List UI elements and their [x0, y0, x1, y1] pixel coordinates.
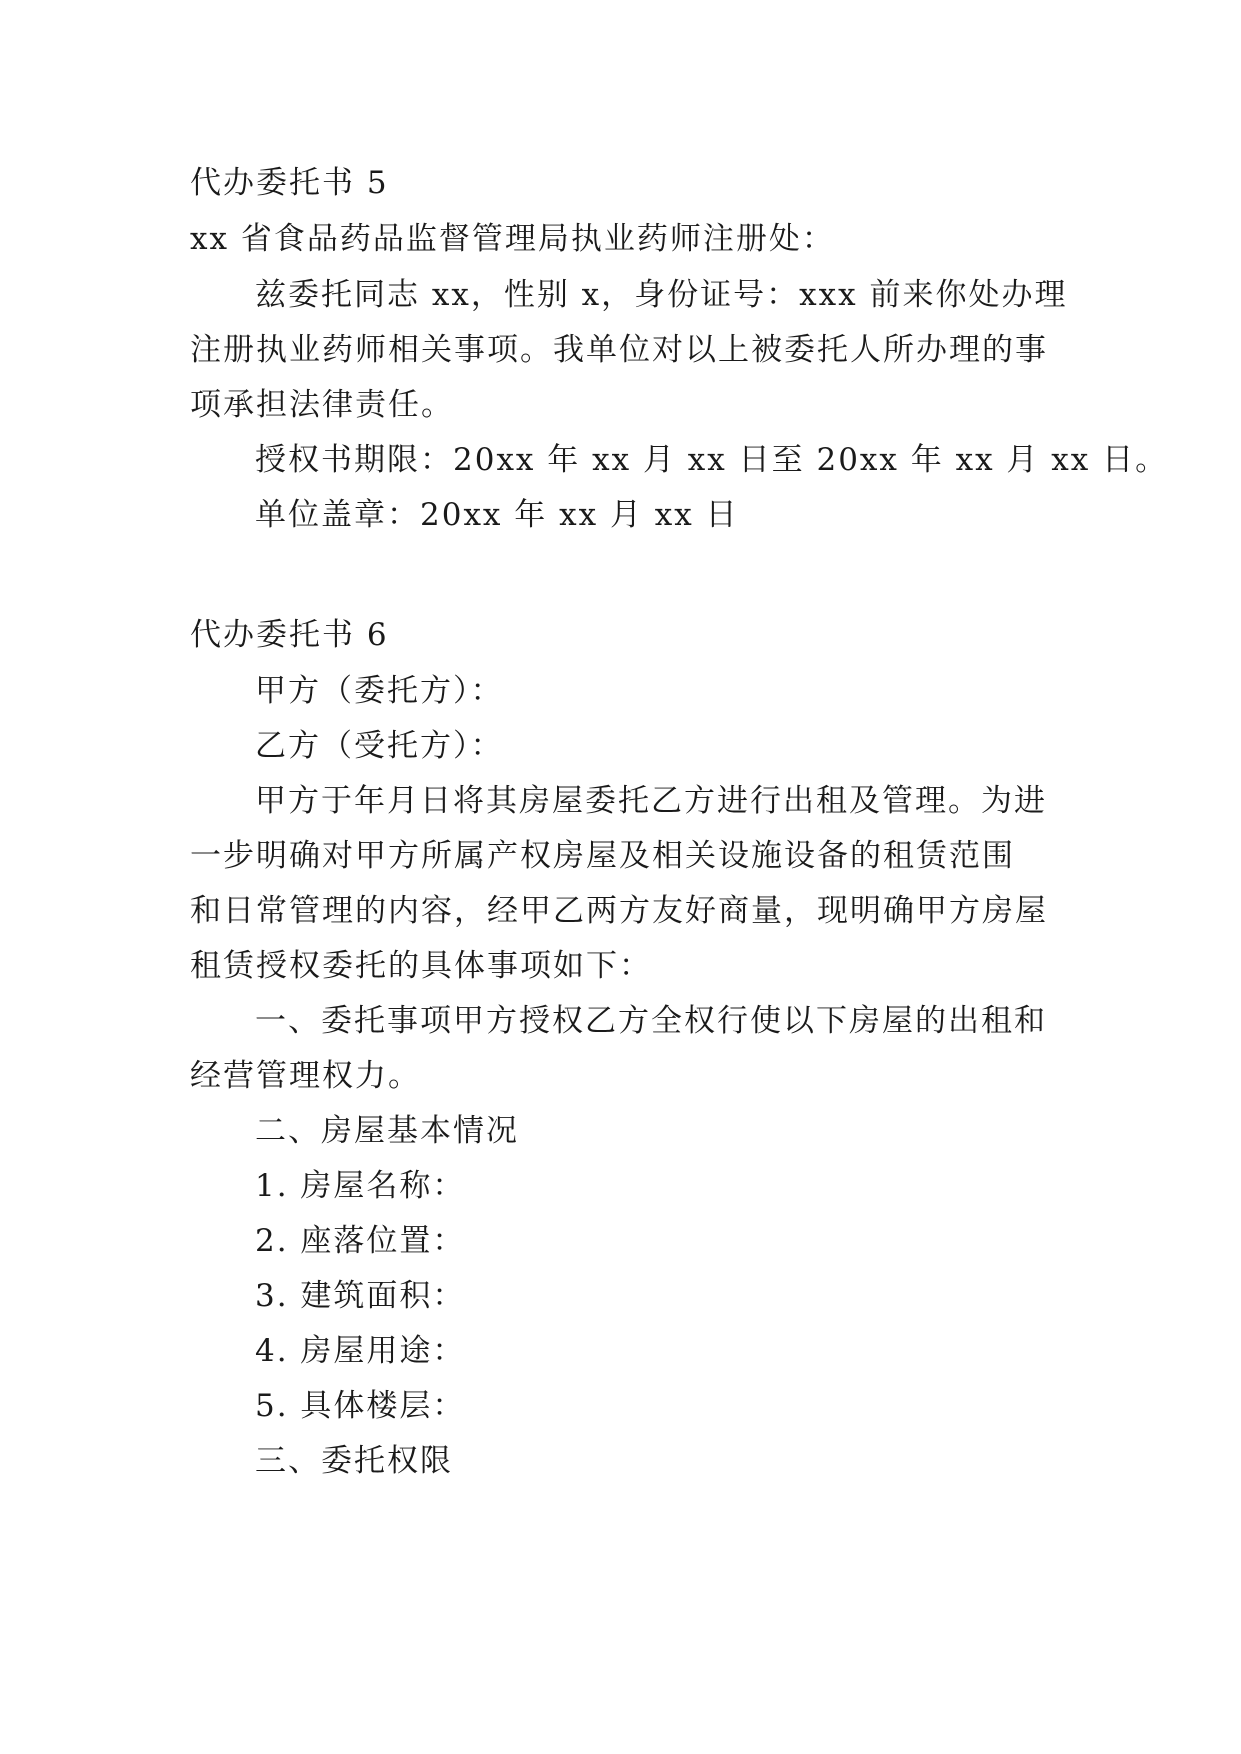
section5-paragraph-line: 项承担法律责任。	[190, 387, 454, 423]
section6-intro-line: 一步明确对甲方所属产权房屋及相关设施设备的租赁范围	[190, 838, 1015, 874]
section6-party-b: 乙方（受托方）：	[255, 728, 504, 764]
section6-party-a: 甲方（委托方）：	[255, 673, 504, 709]
section5-term: 授权书期限：20xx 年 xx 月 xx 日至 20xx 年 xx 月 xx 日。	[255, 442, 1169, 478]
section6-title: 代办委托书 6	[190, 617, 389, 653]
section5-addressee: xx 省食品药品监督管理局执业药师注册处：	[190, 221, 835, 257]
section6-intro-line: 甲方于年月日将其房屋委托乙方进行出租及管理。为进	[255, 783, 1047, 819]
section6-intro-line: 和日常管理的内容，经甲乙两方友好商量，现明确甲方房屋	[190, 893, 1048, 929]
section6-field-area: 3. 建筑面积：	[255, 1278, 466, 1314]
section6-field-location: 2. 座落位置：	[255, 1223, 466, 1259]
section6-item2-heading: 二、房屋基本情况	[255, 1113, 519, 1149]
section5-paragraph-line: 兹委托同志 xx，性别 x，身份证号：xxx 前来你处办理	[255, 277, 1068, 313]
section5-seal: 单位盖章：20xx 年 xx 月 xx 日	[255, 497, 739, 533]
section6-field-house-name: 1. 房屋名称：	[255, 1168, 466, 1204]
section6-item1-line: 经营管理权力。	[190, 1058, 421, 1094]
section5-title: 代办委托书 5	[190, 165, 389, 201]
section6-item1-line: 一、委托事项甲方授权乙方全权行使以下房屋的出租和	[255, 1003, 1047, 1039]
section6-field-floor: 5. 具体楼层：	[255, 1388, 466, 1424]
section6-field-usage: 4. 房屋用途：	[255, 1333, 466, 1369]
section6-item3-heading: 三、委托权限	[255, 1443, 453, 1479]
section5-paragraph-line: 注册执业药师相关事项。我单位对以上被委托人所办理的事	[190, 332, 1048, 368]
section6-intro-line: 租赁授权委托的具体事项如下：	[190, 948, 652, 984]
